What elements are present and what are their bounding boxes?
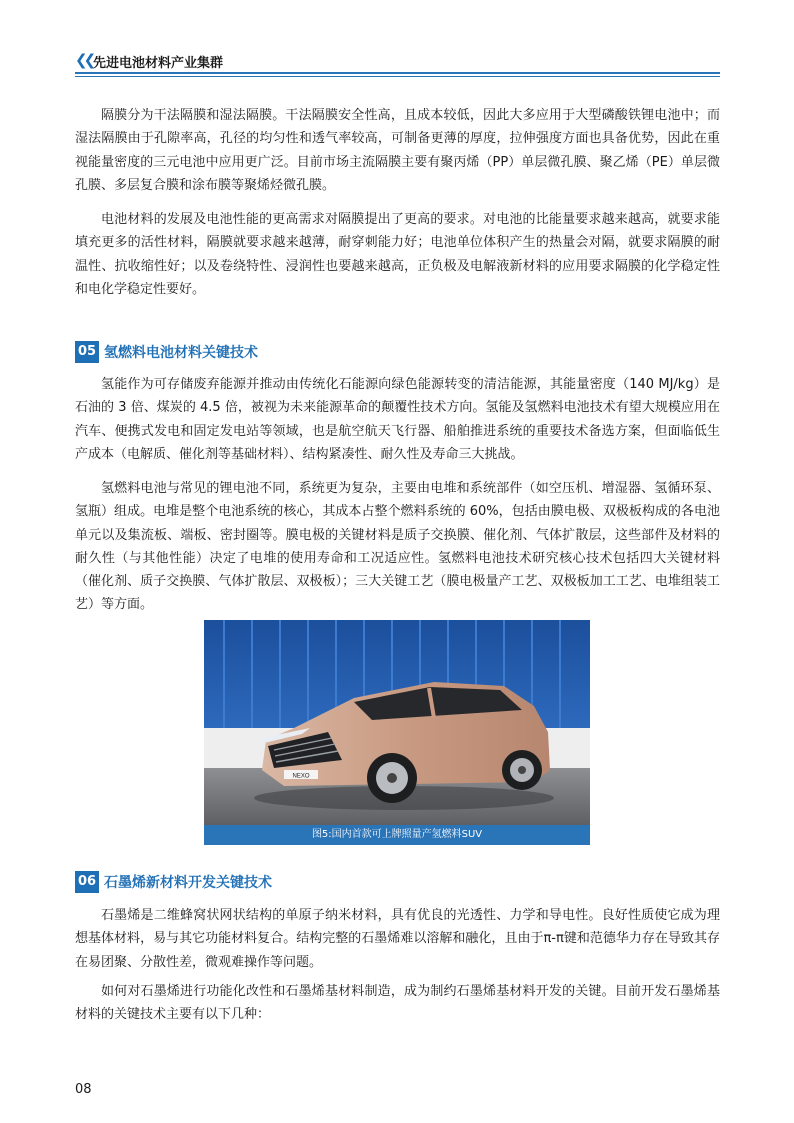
figure-caption: 图5:国内首款可上牌照量产氢燃料SUV — [204, 825, 590, 845]
figure-hydrogen-suv — [204, 620, 590, 845]
license-plate: NEXO — [292, 773, 310, 780]
paragraph-fuel-cell-structure: 氢燃料电池与常见的锂电池不同，系统更为复杂，主要由电堆和系统部件（如空压机、增湿器、氢循环泵、氢瓶）组成。电堆是整个电池系统的核心，其成本占整个燃料系统的 60%，包括由膜电极、双极板构成的各电池单元以及集流板、端板、密封圈等。膜电极的关键材料是质子交换膜、催化剂、气体扩散层，这些部件及材料的耐久性（与其他性能）决定了电堆的使用寿命和工况适应性。氢燃料电池技术研究核心技术包括四大关键材料（催化剂、质子交换膜、气体扩散层、双极板）；三大关键工艺（膜电极量产工艺、双极板加工工艺、电堆组装工艺）等方面。 — [75, 481, 720, 613]
header-title: 先进电池材料产业集群 — [93, 56, 224, 71]
section-heading-06 — [75, 871, 720, 893]
header-rule-thin — [75, 76, 720, 77]
section-number: 06 — [75, 871, 99, 893]
paragraph-separator-requirements: 电池材料的发展及电池性能的更高需求对隔膜提出了更高的要求。对电池的比能量要求越来越高，就要求能填充更多的活性材料，隔膜就要求越来越薄，耐穿刺能力好；电池单位体积产生的热量会对隔，就要求隔膜的耐温性、抗收缩性好；以及卷绕特性、浸润性也要越来越高，正负极及电解液新材料的应用要求隔膜的化学稳定性和电化学稳定性要好。 — [75, 212, 720, 297]
page-header — [75, 50, 720, 80]
section-title: 石墨烯新材料开发关键技术 — [104, 875, 272, 891]
page-number: 08 — [75, 1082, 92, 1097]
section-number: 05 — [75, 341, 99, 363]
section-title: 氢燃料电池材料关键技术 — [104, 345, 258, 361]
section-heading-05 — [75, 341, 720, 363]
header-rule — [75, 72, 720, 74]
suv-photo — [204, 620, 590, 825]
paragraph-graphene-key-tech: 如何对石墨烯进行功能化改性和石墨烯基材料制造，成为制约石墨烯基材料开发的关键。目前开发石墨烯基材料的关键技术主要有以下几种： — [75, 984, 720, 1023]
paragraph-graphene-properties: 石墨烯是二维蜂窝状网状结构的单原子纳米材料，具有优良的光透性、力学和导电性。良好性质使它成为理想基体材料，易与其它功能材料复合。结构完整的石墨烯难以溶解和融化，且由于π-π键和范德华力存在导致其存在易团聚、分散性差，微观难操作等问题。 — [75, 908, 720, 970]
paragraph-hydrogen-energy: 氢能作为可存储废弃能源并推动由传统化石能源向绿色能源转变的清洁能源，其能量密度（140 MJ/kg）是石油的 3 倍、煤炭的 4.5 倍，被视为未来能源革命的颠覆性技术方向。氢能及氢燃料电池技术有望大规模应用在汽车、便携式发电和固定发电站等领域，也是航空航天飞行器、船舶推进系统的重要技术备选方案，但面临低生产成本（电解质、催化剂等基础材料）、结构紧凑性、耐久性及寿命三大挑战。 — [75, 377, 720, 462]
double-chevron-left-icon: ❮❮ — [75, 51, 93, 69]
paragraph-separator-types: 隔膜分为干法隔膜和湿法隔膜。干法隔膜安全性高，且成本较低，因此大多应用于大型磷酸铁锂电池中；而湿法隔膜由于孔隙率高，孔径的均匀性和透气率较高，可制备更薄的厚度，拉伸强度方面也具备优势，因此在重视能量密度的三元电池中应用更广泛。目前市场主流隔膜主要有聚丙烯（PP）单层微孔膜、聚乙烯（PE）单层微孔膜、多层复合膜和涂布膜等聚烯烃微孔膜。 — [75, 108, 720, 193]
